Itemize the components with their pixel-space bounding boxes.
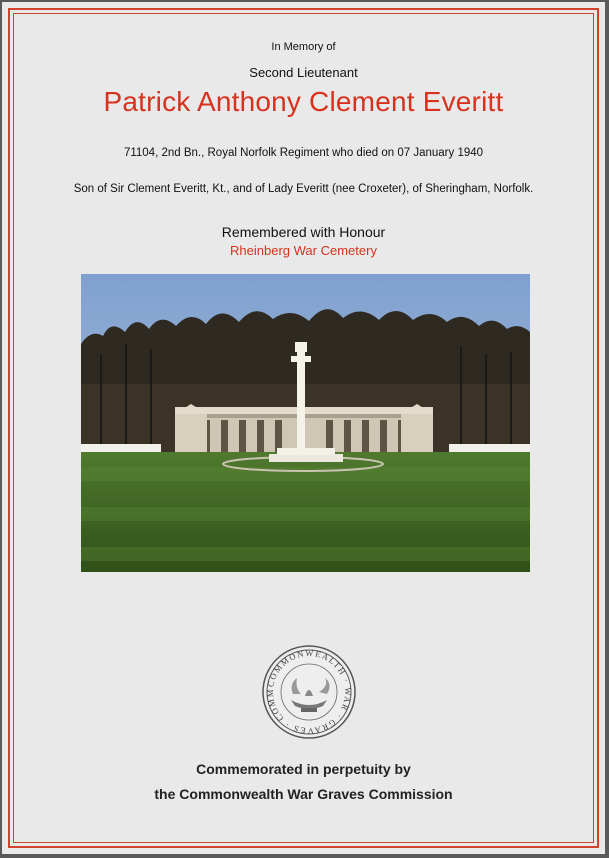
cwgc-seal-icon <box>261 644 357 740</box>
cemetery-photo-image <box>81 274 530 572</box>
certificate-page <box>2 2 605 854</box>
in-memory-label: In Memory of <box>271 41 336 53</box>
rank-label: Second Lieutenant <box>249 65 358 80</box>
cemetery-photo <box>81 274 530 572</box>
family-details: Son of Sir Clement Everitt, Kt., and of Lady Everitt (nee Croxeter), of Sheringham, Norfolk. <box>73 183 534 195</box>
soldier-name: Patrick Anthony Clement Everitt <box>103 86 504 117</box>
commemorated-line-2: the Commonwealth War Graves Commission <box>154 786 453 802</box>
remembered-heading: Remembered with Honour <box>221 224 386 240</box>
svg-text:COMMONWEALTH · WAR · GRAVES ·: COMMONWEALTH · WAR · GRAVES · COMM <box>264 647 354 737</box>
service-details: 71104, 2nd Bn., Royal Norfolk Regiment who died on 07 January 1940 <box>123 147 484 159</box>
commemorated-line-1: Commemorated in perpetuity by <box>196 761 411 777</box>
cemetery-name: Rheinberg War Cemetery <box>230 243 377 258</box>
